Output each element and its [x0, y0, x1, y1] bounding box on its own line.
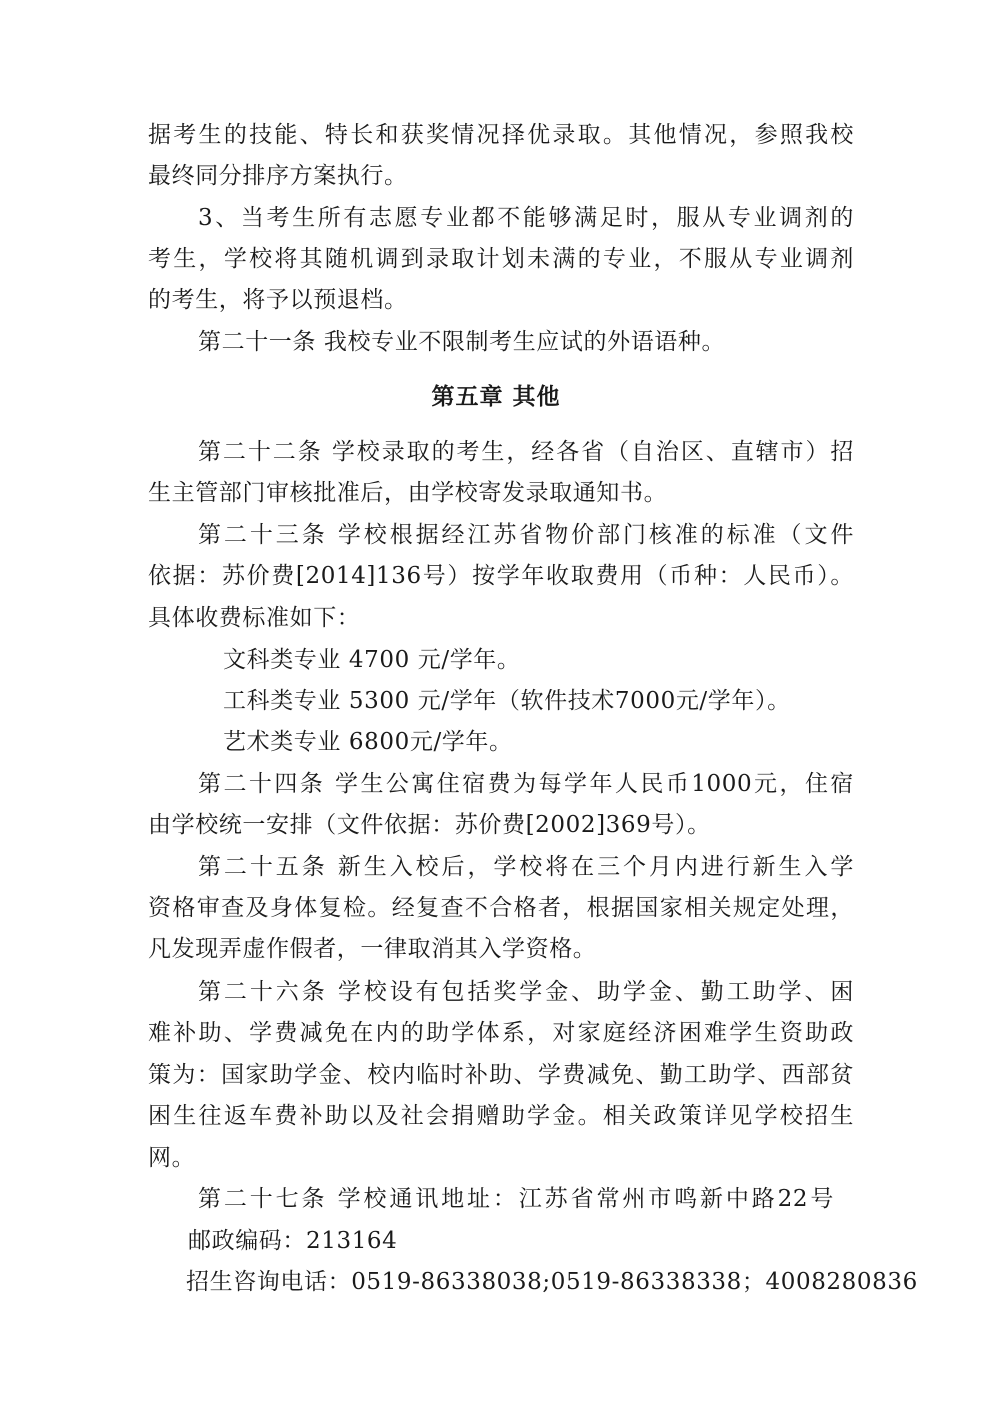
fee-engineering: 工科类专业 5300 元/学年（软件技术7000元/学年）。 [223, 688, 791, 714]
chapter-heading: 第五章 其他 [431, 384, 561, 410]
fee-liberal-arts: 文科类专业 4700 元/学年。 [223, 647, 521, 673]
admission-phone: 招生咨询电话：0519-86338038;0519-86338338；4008280836 [186, 1269, 918, 1295]
article-24: 第二十四条 学生公寓住宿费为每学年人民币1000元，住宿 [198, 771, 854, 797]
paragraph-line: 的考生，将予以预退档。 [148, 287, 408, 313]
paragraph-line: 策为：国家助学金、校内临时补助、学费减免、勤工助学、西部贫 [148, 1062, 854, 1088]
paragraph-line: 难补助、学费减免在内的助学体系，对家庭经济困难学生资助政 [148, 1020, 854, 1046]
paragraph-line: 考生，学校将其随机调到录取计划未满的专业，不服从专业调剂 [148, 246, 854, 272]
paragraph-line: 由学校统一安排（文件依据：苏价费[2002]369号）。 [148, 812, 711, 838]
article-23: 第二十三条 学校根据经江苏省物价部门核准的标准（文件 [198, 522, 854, 548]
paragraph-line: 困生往返车费补助以及社会捐赠助学金。相关政策详见学校招生 [148, 1103, 854, 1129]
paragraph-line: 生主管部门审核批准后，由学校寄发录取通知书。 [148, 480, 668, 506]
paragraph-line: 最终同分排序方案执行。 [148, 163, 408, 189]
article-21: 第二十一条 我校专业不限制考生应试的外语语种。 [198, 329, 726, 355]
article-27-address: 第二十七条 学校通讯地址：江苏省常州市鸣新中路22号 [198, 1186, 834, 1212]
paragraph-line: 据考生的技能、特长和获奖情况择优录取。其他情况，参照我校 [148, 122, 854, 148]
paragraph-line: 资格审查及身体复检。经复查不合格者，根据国家相关规定处理， [148, 895, 854, 921]
paragraph-line: 凡发现弄虚作假者，一律取消其入学资格。 [148, 936, 597, 962]
article-25: 第二十五条 新生入校后，学校将在三个月内进行新生入学 [198, 854, 854, 880]
paragraph-line: 网。 [148, 1145, 196, 1171]
paragraph-line: 具体收费标准如下： [148, 605, 361, 631]
postal-code: 邮政编码：213164 [188, 1228, 398, 1254]
fee-arts: 艺术类专业 6800元/学年。 [223, 729, 513, 755]
article-22: 第二十二条 学校录取的考生，经各省（自治区、直辖市）招 [198, 439, 854, 465]
paragraph-line: 3、当考生所有志愿专业都不能够满足时，服从专业调剂的 [198, 205, 854, 231]
paragraph-line: 依据：苏价费[2014]136号）按学年收取费用（币种：人民币）。 [148, 563, 854, 589]
article-26: 第二十六条 学校设有包括奖学金、助学金、勤工助学、困 [198, 979, 854, 1005]
